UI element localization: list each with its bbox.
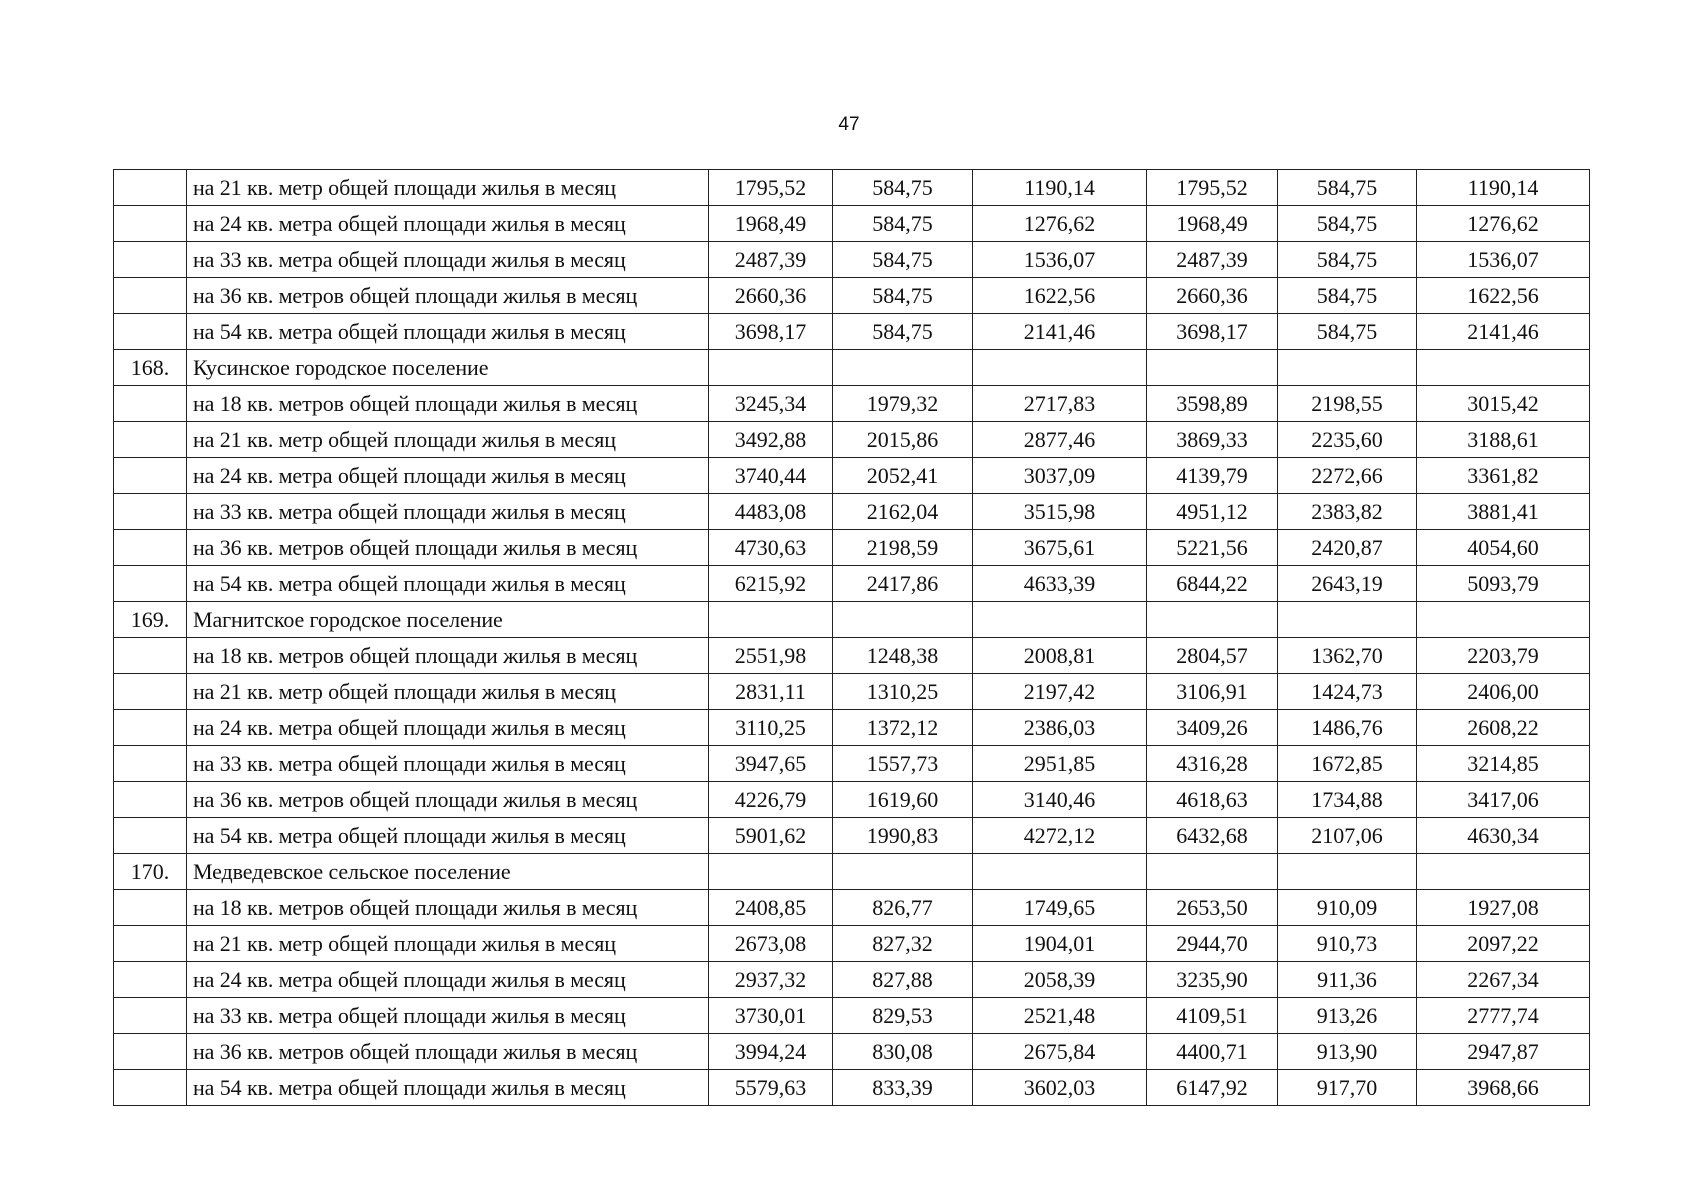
value-cell: 3409,26 [1147,710,1278,746]
description-cell: на 18 кв. метров общей площади жилья в месяц [187,890,709,926]
value-cell: 2408,85 [709,890,833,926]
row-number-cell [114,638,187,674]
row-number-cell [114,962,187,998]
row-number-cell [114,1070,187,1106]
value-cell: 3730,01 [709,998,833,1034]
description-cell: на 24 кв. метра общей площади жилья в месяц [187,962,709,998]
value-cell: 830,08 [833,1034,973,1070]
row-number-cell [114,422,187,458]
description-cell: на 24 кв. метра общей площади жилья в месяц [187,206,709,242]
value-cell: 3110,25 [709,710,833,746]
description-cell: на 54 кв. метра общей площади жилья в месяц [187,1070,709,1106]
row-number-cell [114,818,187,854]
value-cell: 3675,61 [973,530,1147,566]
value-cell [1278,350,1417,386]
value-cell: 4633,39 [973,566,1147,602]
value-cell: 4630,34 [1417,818,1590,854]
value-cell: 3869,33 [1147,422,1278,458]
value-cell: 4054,60 [1417,530,1590,566]
row-number-cell [114,206,187,242]
row-number-cell [114,890,187,926]
value-cell: 2052,41 [833,458,973,494]
value-cell: 1927,08 [1417,890,1590,926]
settlement-name-cell: Кусинское городское поселение [187,350,709,386]
value-cell [833,602,973,638]
value-cell: 4316,28 [1147,746,1278,782]
table-row [114,782,1590,818]
table-row [114,458,1590,494]
value-cell: 2831,11 [709,674,833,710]
row-number-cell [114,242,187,278]
value-cell: 6147,92 [1147,1070,1278,1106]
table-row [114,674,1590,710]
row-number-cell [114,530,187,566]
row-number-cell [114,674,187,710]
value-cell: 3994,24 [709,1034,833,1070]
description-cell: на 33 кв. метра общей площади жилья в месяц [187,746,709,782]
value-cell: 3968,66 [1417,1070,1590,1106]
table-row [114,638,1590,674]
value-cell: 2877,46 [973,422,1147,458]
row-number-cell [114,314,187,350]
value-cell [973,602,1147,638]
row-number-cell: 169. [114,602,187,638]
value-cell [833,350,973,386]
value-cell: 910,73 [1278,926,1417,962]
value-cell: 3492,88 [709,422,833,458]
value-cell: 5579,63 [709,1070,833,1106]
value-cell: 2141,46 [1417,314,1590,350]
value-cell: 2804,57 [1147,638,1278,674]
value-cell [1417,854,1590,890]
value-cell: 1672,85 [1278,746,1417,782]
value-cell: 3037,09 [973,458,1147,494]
value-cell: 4618,63 [1147,782,1278,818]
value-cell: 1372,12 [833,710,973,746]
table-row [114,242,1590,278]
value-cell: 833,39 [833,1070,973,1106]
value-cell: 584,75 [833,278,973,314]
row-number-cell [114,998,187,1034]
value-cell: 584,75 [833,206,973,242]
value-cell: 2141,46 [973,314,1147,350]
value-cell: 2058,39 [973,962,1147,998]
description-cell: на 54 кв. метра общей площади жилья в месяц [187,566,709,602]
description-cell: на 36 кв. метров общей площади жилья в месяц [187,782,709,818]
value-cell: 5901,62 [709,818,833,854]
row-number-cell [114,566,187,602]
value-cell: 1248,38 [833,638,973,674]
value-cell: 1904,01 [973,926,1147,962]
value-cell: 2951,85 [973,746,1147,782]
value-cell: 4226,79 [709,782,833,818]
description-cell: на 33 кв. метра общей площади жилья в месяц [187,998,709,1034]
value-cell: 1795,52 [1147,170,1278,206]
value-cell: 1734,88 [1278,782,1417,818]
value-cell: 2198,55 [1278,386,1417,422]
description-cell: на 24 кв. метра общей площади жилья в месяц [187,710,709,746]
value-cell: 2008,81 [973,638,1147,674]
value-cell [973,350,1147,386]
value-cell: 2777,74 [1417,998,1590,1034]
value-cell: 4139,79 [1147,458,1278,494]
table-row [114,422,1590,458]
value-cell: 3140,46 [973,782,1147,818]
value-cell: 1619,60 [833,782,973,818]
value-cell: 1990,83 [833,818,973,854]
value-cell: 1979,32 [833,386,973,422]
row-number-cell [114,386,187,422]
value-cell: 1310,25 [833,674,973,710]
value-cell: 4272,12 [973,818,1147,854]
value-cell: 1557,73 [833,746,973,782]
value-cell: 3740,44 [709,458,833,494]
value-cell [973,854,1147,890]
value-cell: 3106,91 [1147,674,1278,710]
description-cell: на 21 кв. метр общей площади жилья в месяц [187,926,709,962]
value-cell: 2198,59 [833,530,973,566]
value-cell: 6844,22 [1147,566,1278,602]
value-cell: 1749,65 [973,890,1147,926]
value-cell: 3361,82 [1417,458,1590,494]
row-number-cell: 170. [114,854,187,890]
value-cell: 2235,60 [1278,422,1417,458]
value-cell: 2420,87 [1278,530,1417,566]
value-cell: 3015,42 [1417,386,1590,422]
value-cell: 4483,08 [709,494,833,530]
table-body [114,170,1590,1106]
value-cell: 2673,08 [709,926,833,962]
value-cell: 6215,92 [709,566,833,602]
value-cell [1417,602,1590,638]
value-cell [709,350,833,386]
value-cell: 5221,56 [1147,530,1278,566]
value-cell: 2643,19 [1278,566,1417,602]
value-cell: 1968,49 [709,206,833,242]
value-cell: 3515,98 [973,494,1147,530]
value-cell [1147,854,1278,890]
value-cell [709,854,833,890]
value-cell: 1190,14 [973,170,1147,206]
value-cell: 3214,85 [1417,746,1590,782]
table-row [114,710,1590,746]
value-cell: 3698,17 [709,314,833,350]
value-cell: 3245,34 [709,386,833,422]
table-row-section [114,602,1590,638]
value-cell: 3598,89 [1147,386,1278,422]
value-cell: 2272,66 [1278,458,1417,494]
table-row [114,278,1590,314]
value-cell: 584,75 [833,170,973,206]
description-cell: на 24 кв. метра общей площади жилья в месяц [187,458,709,494]
value-cell: 1362,70 [1278,638,1417,674]
table-row [114,566,1590,602]
table-row [114,890,1590,926]
value-cell: 2417,86 [833,566,973,602]
value-cell: 2487,39 [709,242,833,278]
table-row-section [114,854,1590,890]
value-cell: 829,53 [833,998,973,1034]
value-cell: 1486,76 [1278,710,1417,746]
settlement-name-cell: Медведевское сельское поселение [187,854,709,890]
value-cell: 2197,42 [973,674,1147,710]
table-row [114,1070,1590,1106]
value-cell: 1536,07 [1417,242,1590,278]
value-cell [709,602,833,638]
value-cell: 2608,22 [1417,710,1590,746]
value-cell: 2717,83 [973,386,1147,422]
description-cell: на 18 кв. метров общей площади жилья в месяц [187,638,709,674]
table-row [114,170,1590,206]
value-cell: 913,26 [1278,998,1417,1034]
value-cell: 1622,56 [973,278,1147,314]
value-cell: 584,75 [1278,314,1417,350]
value-cell: 1795,52 [709,170,833,206]
description-cell: на 54 кв. метра общей площади жилья в месяц [187,818,709,854]
value-cell: 2660,36 [709,278,833,314]
value-cell: 3698,17 [1147,314,1278,350]
row-number-cell [114,746,187,782]
row-number-cell [114,278,187,314]
value-cell: 6432,68 [1147,818,1278,854]
value-cell: 2406,00 [1417,674,1590,710]
value-cell: 584,75 [1278,206,1417,242]
value-cell: 2675,84 [973,1034,1147,1070]
row-number-cell [114,926,187,962]
value-cell: 911,36 [1278,962,1417,998]
value-cell: 584,75 [1278,242,1417,278]
value-cell: 2947,87 [1417,1034,1590,1070]
value-cell: 2203,79 [1417,638,1590,674]
row-number-cell [114,494,187,530]
value-cell: 4109,51 [1147,998,1278,1034]
value-cell [1278,602,1417,638]
row-number-cell [114,170,187,206]
row-number-cell [114,782,187,818]
value-cell: 1190,14 [1417,170,1590,206]
value-cell: 2660,36 [1147,278,1278,314]
tariff-table [113,169,1590,1106]
table-row [114,926,1590,962]
value-cell: 1276,62 [973,206,1147,242]
table-row [114,530,1590,566]
value-cell: 3188,61 [1417,422,1590,458]
value-cell: 4730,63 [709,530,833,566]
description-cell: на 21 кв. метр общей площади жилья в месяц [187,674,709,710]
description-cell: на 36 кв. метров общей площади жилья в месяц [187,530,709,566]
value-cell: 827,88 [833,962,973,998]
description-cell: на 36 кв. метров общей площади жилья в месяц [187,1034,709,1070]
value-cell: 827,32 [833,926,973,962]
value-cell [1147,602,1278,638]
value-cell [1147,350,1278,386]
value-cell: 3881,41 [1417,494,1590,530]
description-cell: на 54 кв. метра общей площади жилья в месяц [187,314,709,350]
table-row-section [114,350,1590,386]
value-cell: 913,90 [1278,1034,1417,1070]
value-cell: 2653,50 [1147,890,1278,926]
value-cell: 2383,82 [1278,494,1417,530]
value-cell: 2097,22 [1417,926,1590,962]
value-cell [833,854,973,890]
value-cell: 584,75 [1278,278,1417,314]
row-number-cell [114,1034,187,1070]
value-cell: 2162,04 [833,494,973,530]
value-cell: 584,75 [833,314,973,350]
table-row [114,998,1590,1034]
value-cell: 3235,90 [1147,962,1278,998]
value-cell: 1424,73 [1278,674,1417,710]
value-cell: 2107,06 [1278,818,1417,854]
page-number: 47 [838,114,860,135]
value-cell: 1968,49 [1147,206,1278,242]
row-number-cell: 168. [114,350,187,386]
value-cell: 2944,70 [1147,926,1278,962]
table-row [114,314,1590,350]
table-row [114,746,1590,782]
value-cell [1417,350,1590,386]
table-row [114,206,1590,242]
description-cell: на 21 кв. метр общей площади жилья в месяц [187,422,709,458]
row-number-cell [114,458,187,494]
value-cell: 584,75 [1278,170,1417,206]
description-cell: на 18 кв. метров общей площади жилья в месяц [187,386,709,422]
description-cell: на 21 кв. метр общей площади жилья в месяц [187,170,709,206]
value-cell: 584,75 [833,242,973,278]
table-row [114,962,1590,998]
settlement-name-cell: Магнитское городское поселение [187,602,709,638]
value-cell: 3417,06 [1417,782,1590,818]
value-cell: 2937,32 [709,962,833,998]
value-cell: 4951,12 [1147,494,1278,530]
value-cell: 4400,71 [1147,1034,1278,1070]
value-cell: 2267,34 [1417,962,1590,998]
table-row [114,386,1590,422]
row-number-cell [114,710,187,746]
value-cell: 3947,65 [709,746,833,782]
value-cell: 917,70 [1278,1070,1417,1106]
description-cell: на 33 кв. метра общей площади жилья в месяц [187,242,709,278]
table-row [114,1034,1590,1070]
description-cell: на 36 кв. метров общей площади жилья в месяц [187,278,709,314]
value-cell: 2015,86 [833,422,973,458]
value-cell: 2487,39 [1147,242,1278,278]
value-cell: 1536,07 [973,242,1147,278]
value-cell: 5093,79 [1417,566,1590,602]
value-cell: 1276,62 [1417,206,1590,242]
value-cell: 3602,03 [973,1070,1147,1106]
value-cell: 2521,48 [973,998,1147,1034]
value-cell: 2386,03 [973,710,1147,746]
value-cell: 826,77 [833,890,973,926]
description-cell: на 33 кв. метра общей площади жилья в месяц [187,494,709,530]
value-cell: 1622,56 [1417,278,1590,314]
value-cell: 2551,98 [709,638,833,674]
value-cell: 910,09 [1278,890,1417,926]
table-row [114,818,1590,854]
value-cell [1278,854,1417,890]
table-row [114,494,1590,530]
